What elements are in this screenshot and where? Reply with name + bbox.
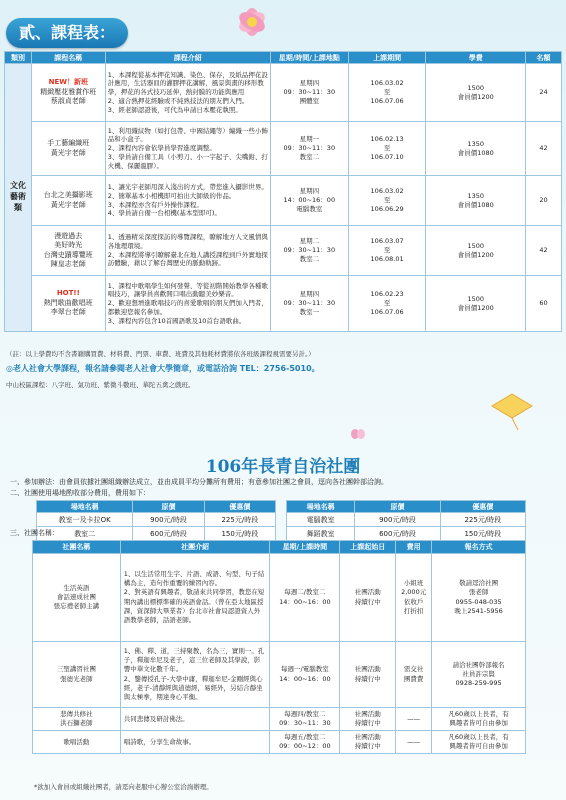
club-start <box>340 642 396 708</box>
text-line: 請洽社團幹部報名 <box>452 660 505 669</box>
text-line: 台灣史蹟導覽班 <box>43 250 93 259</box>
hot-tag: HOT!! <box>56 289 80 298</box>
text-line: 會員價1200 <box>457 92 494 101</box>
text-line: 0955-048-035 <box>455 597 502 606</box>
fee-header-discount: 優惠價 <box>440 501 525 513</box>
text-line: 0928-259-995 <box>455 679 502 688</box>
text-line: 2、歡迎想增進歌唱技巧的喜愛歌唱的朋友們加入門者，都歡迎您報名參加。 <box>107 299 268 316</box>
text-line: 2、簡單基本小相機即可拍出大師級的作品。 <box>107 191 236 200</box>
course-row <box>5 226 562 276</box>
text-line: 每週二/教室二 <box>284 588 326 597</box>
course-schedule <box>270 176 348 226</box>
text-line: 106.06.29 <box>370 204 404 213</box>
section-badge: 貳、課程表： <box>6 18 128 48</box>
club-schedule <box>270 554 340 642</box>
club-table <box>32 540 526 754</box>
new-tag: NEW！新班 <box>48 78 88 87</box>
venue-original-price: 900元/時段 <box>355 513 440 527</box>
course-intro <box>105 122 270 176</box>
course-quota: 42 <box>526 122 562 176</box>
text-line: 09：30~11：30 <box>283 299 336 308</box>
text-line: 至 <box>383 88 391 97</box>
club-row <box>33 642 526 708</box>
club-signup <box>432 642 526 708</box>
course-quota: 24 <box>526 64 562 122</box>
course-name <box>31 276 105 332</box>
text-line: 14：00~16：00 <box>283 196 336 205</box>
club-section-title: 106年長青自治社團 <box>205 457 361 477</box>
text-line: 2、鑒傳授孔子-大學中庸，釋迦牟尼-金剛經與心經，老子-清靜經與道德經，易經外，另結合靜坐與太極拳，期達身心平衡。 <box>123 674 263 701</box>
header-course-intro: 課程介紹 <box>105 52 270 64</box>
course-table <box>4 51 562 332</box>
text-line: 打折扣 <box>403 606 424 615</box>
text-line: 至 <box>383 196 391 205</box>
text-line: 凡60歲以上長者，有 <box>448 710 509 718</box>
course-table-header <box>5 52 562 64</box>
club-header-signup: 報名方式 <box>432 541 526 554</box>
club-start <box>340 708 396 731</box>
text-line: 1、佛、釋、道，三持聚教，名為三，實則一。孔子，釋迦牟尼及老子，這三位老師及其學說，影響中華文化數千年。 <box>123 647 265 674</box>
course-intro <box>105 176 270 226</box>
header-quota: 名額 <box>526 52 562 64</box>
club-header-start: 上課起始日 <box>340 541 396 554</box>
fee-note: （註：以上學費均不含書籍購買費、材料費、門票、車費、班費及其他耗材費將依各班級課程視需要另計。） <box>6 350 315 358</box>
text-line: 三聖講習社團 <box>56 665 96 674</box>
venue-original-price: 600元/時段 <box>133 527 204 541</box>
text-line: 教室二 <box>299 152 320 161</box>
course-intro <box>105 64 270 122</box>
text-line: 社團活動 <box>354 710 381 718</box>
text-line: 3、本課程亦含有戶外操作課程。 <box>107 200 203 209</box>
fee-header-original: 原價 <box>355 501 440 513</box>
club-name <box>33 731 121 754</box>
table-row <box>287 513 526 527</box>
text-line: 09：30~11：30 <box>283 144 336 153</box>
text-line: 歌唱活動 <box>63 737 90 746</box>
header-fee: 學費 <box>426 52 526 64</box>
text-line: 09：30~11：30 <box>283 246 336 255</box>
fee-header-venue: 場地名稱 <box>37 501 133 513</box>
course-period <box>348 64 426 122</box>
text-line: 14：00~16：00 <box>279 674 331 683</box>
register-line: ◎老人社會大學課程，報名請參閱老人社會大學簡章，或電話洽詢 TEL：2756-5010。 <box>6 364 320 373</box>
text-line: 會話速成社團 <box>56 592 96 601</box>
venue-name: 電腦教室 <box>287 513 355 527</box>
text-line: 陳皇志老師 <box>50 259 86 268</box>
text-line: 14：00~16：00 <box>279 597 331 606</box>
header-course-name: 課程名稱 <box>31 52 105 64</box>
venue-fee-intro: 二、社團使用場地酌收部分費用，費用如下： <box>10 489 150 497</box>
venue-fee-table-left <box>36 500 276 541</box>
footer-note: *欲加入會員或組織社團者，請逕向老服中心辦公室洽詢辦理。 <box>34 783 213 791</box>
course-quota: 20 <box>526 176 562 226</box>
text-line: 2,000元 <box>401 588 427 597</box>
text-line: 106.02.13 <box>370 135 404 144</box>
text-line: 09：30~11：30 <box>283 88 336 97</box>
club-name <box>33 708 121 731</box>
club-fee <box>396 708 432 731</box>
venue-original-price: 600元/時段 <box>355 527 440 541</box>
header-category: 類別 <box>5 52 32 64</box>
venue-discount-price: 225元/時段 <box>440 513 525 527</box>
text-line: 106.07.06 <box>370 96 404 105</box>
text-line: 106.03.02 <box>370 79 404 88</box>
text-line: 星期二 <box>299 237 320 246</box>
venue-name: 教室一及卡拉OK <box>37 513 133 527</box>
venue-original-price: 900元/時段 <box>133 513 204 527</box>
text-line: 小組班 <box>403 579 424 588</box>
course-name <box>31 226 105 276</box>
text-line: 3、經老師認證後，可代為申請日本壓花執照。 <box>107 105 242 114</box>
course-fee <box>426 64 526 122</box>
club-header-fee: 費用 <box>396 541 432 554</box>
text-line: 興趣者皆可自由參加 <box>449 742 508 751</box>
text-line: 張老師 <box>468 588 489 597</box>
text-line: 會員價1200 <box>457 250 494 259</box>
text-line: 悲傳共修社 <box>60 710 93 718</box>
text-line: 台北之美攝影班 <box>43 191 93 200</box>
text-line: 星期四 <box>299 187 320 196</box>
venue-discount-price: 225元/時段 <box>204 513 275 527</box>
course-schedule <box>270 276 348 332</box>
text-line: 1500 <box>467 241 485 250</box>
club-fee <box>396 642 432 708</box>
course-fee <box>426 276 526 332</box>
club-intro <box>120 708 270 731</box>
text-line: 依收戶 <box>403 597 424 606</box>
text-line: 4、學員請自備一台相機(基本型即可)。 <box>107 209 221 218</box>
venue-name: 教室二 <box>37 527 133 541</box>
club-header-name: 社團名稱 <box>33 541 121 554</box>
text-line: 2、本課程將導引瞭解臺北在地人講授課程到戶外實地探訪體驗，藉以了解台灣歷史的脈動軌跡。 <box>107 250 268 268</box>
text-line: 106.07.06 <box>370 307 404 316</box>
text-line: 106.02.23 <box>370 290 404 299</box>
club-name <box>33 554 121 642</box>
course-intro <box>105 226 270 276</box>
text-line: 張德光老師 <box>60 674 93 683</box>
course-name <box>31 176 105 226</box>
header-period: 上課期間 <box>348 52 426 64</box>
text-line: 2、對英語有興趣者，敬請來共同學習，教您在短期內講出標標準確的英語會話。（曾在亞太地區授課，資深師大畢業者）台北市社會局認證資人外語教學老師，話語老師。 <box>123 588 265 624</box>
text-line: 2、課程內容會依學員學習進度調整。 <box>107 144 216 153</box>
course-schedule <box>270 64 348 122</box>
butterfly-icon <box>350 428 366 440</box>
text-line: 共同悲傳及研討佛法。 <box>123 714 189 723</box>
text-line: 持續行中 <box>354 597 381 606</box>
course-row <box>5 276 562 332</box>
club-signup <box>432 554 526 642</box>
text-line: 持續行中 <box>354 719 381 728</box>
course-schedule <box>270 122 348 176</box>
text-line: 至 <box>383 299 391 308</box>
text-line: 需交社 <box>403 665 424 674</box>
table-row <box>37 527 276 541</box>
club-start <box>340 731 396 754</box>
text-line: 1500 <box>467 83 485 92</box>
course-quota: 60 <box>526 276 562 332</box>
text-line: 每週一/電腦教室 <box>281 665 329 674</box>
text-line: 星期一 <box>299 135 320 144</box>
course-fee <box>426 176 526 226</box>
course-intro <box>105 276 270 332</box>
text-line: 黃光宇老師 <box>50 200 86 209</box>
course-name <box>31 122 105 176</box>
club-fee <box>396 554 432 642</box>
text-line: 會員價1080 <box>457 148 494 157</box>
text-line: 09：30~11：30 <box>279 719 331 728</box>
text-line: 1350 <box>467 139 485 148</box>
text-line: 1350 <box>467 191 485 200</box>
table-row <box>37 513 276 527</box>
club-list-title: 三、社團名稱： <box>10 529 59 537</box>
text-line: 生活英語 <box>63 583 90 592</box>
course-fee <box>426 226 526 276</box>
club-row <box>33 708 526 731</box>
text-line: 蔡淑貞老師 <box>50 97 86 106</box>
course-row <box>5 64 562 122</box>
text-line: 教室二 <box>299 254 320 263</box>
text-line: 會員價1080 <box>457 200 494 209</box>
text-line: 2、適合熱押花經驗或不純熟技法的朋友們入門。 <box>107 96 249 105</box>
participation-rule: 一、參加辦法：由會員依據社團組織辦法成立，並由成員平均分攤所有費用；有意參加社團之會員，逕向各社團幹部洽詢。 <box>10 478 388 486</box>
venue-fee-table-right <box>286 500 526 541</box>
category-cell: 文化藝術類 <box>5 64 32 332</box>
text-line: 3、學員請自備工具（小剪刀、小一字起子、尖嘴鉗、打火機、保麗龍膠）。 <box>107 152 268 170</box>
text-line: 張忘禮老師主講 <box>53 602 100 611</box>
text-line: 星期四 <box>299 79 320 88</box>
course-name <box>31 64 105 122</box>
course-quota: 42 <box>526 226 562 276</box>
club-fee <box>396 731 432 754</box>
text-line: 持續行中 <box>354 674 381 683</box>
text-line: 1、透過精采深度探訪的導覽課程，瞭解地方人文風情與各地理環境。 <box>107 232 268 250</box>
text-line: 106.07.10 <box>370 152 404 161</box>
course-period <box>348 226 426 276</box>
text-line: 漫遊過去 <box>54 231 83 240</box>
text-line: 社員許宗賢 <box>462 669 495 678</box>
text-line: 精緻壓花雅賞作班 <box>40 87 97 96</box>
text-line: 社團活動 <box>354 733 381 742</box>
club-signup <box>432 731 526 754</box>
text-line: 每週四/教室二 <box>284 710 326 718</box>
fee-header-discount: 優惠價 <box>204 501 275 513</box>
text-line: 敬請逕洽社團 <box>459 579 499 588</box>
text-line: 1、利用織紋物（如打包帶、中國結繩等）編織一些小飾品和小盒子。 <box>107 126 268 144</box>
course-period <box>348 276 426 332</box>
text-line: 106.08.01 <box>370 254 404 263</box>
text-line: 持續行中 <box>354 742 381 751</box>
text-line: 106.03.07 <box>370 237 404 246</box>
course-period <box>348 176 426 226</box>
table-row <box>287 527 526 541</box>
course-schedule <box>270 226 348 276</box>
club-header-schedule: 星期/上課時間 <box>270 541 340 554</box>
text-line: 1、本課程從基本押花知識、染色、保存，及紙品押花設計應用，生活器皿的灌膠押花講解，風景與畫的移形教學，押花的各式技巧延伸，熱封膜的功能與應用 <box>107 70 268 97</box>
text-line: 106.03.02 <box>370 187 404 196</box>
club-signup <box>432 708 526 731</box>
text-line: 黃光宇老師 <box>50 148 86 157</box>
venue-discount-price: 150元/時段 <box>440 527 525 541</box>
text-line: 1、以生活常用生字、片語、成語、句型、句子結構為主，造句作重覆的練習內容。 <box>123 570 265 588</box>
text-line: 唱詩歌，分享生命故事。 <box>123 737 196 746</box>
text-line: 每週五/教室二 <box>284 733 326 742</box>
text-line: 1500 <box>467 294 485 303</box>
text-line: 星期四 <box>299 290 320 299</box>
club-header-intro: 社團介紹 <box>120 541 270 554</box>
club-intro <box>120 731 270 754</box>
text-line: 團體室 <box>299 96 320 105</box>
text-line: —— <box>407 714 421 723</box>
club-start <box>340 554 396 642</box>
text-line: 美好時光 <box>54 241 83 250</box>
kite-decoration-icon <box>482 392 542 432</box>
text-line: —— <box>407 737 421 746</box>
header-schedule: 星期/時間/上課地點 <box>270 52 348 64</box>
text-line: 1、讓光宇老師用深入淺出的方式，帶您進入攝影世界。 <box>107 182 268 191</box>
club-row <box>33 731 526 754</box>
text-line: 09：00~12：00 <box>279 742 331 751</box>
text-line: 晚上2541-5956 <box>454 606 503 615</box>
text-line: 凡60歲以上長者，有 <box>448 733 509 742</box>
text-line: 至 <box>383 144 391 153</box>
fee-header-venue: 場地名稱 <box>287 501 355 513</box>
course-row <box>5 122 562 176</box>
text-line: 團費費 <box>403 674 424 683</box>
text-line: 熱門歌曲歡唱班 <box>43 298 93 307</box>
text-line: 3、課程內容包含10首國語歌及10首台語歌曲。 <box>107 316 246 325</box>
venue-name: 舞蹈教室 <box>287 527 355 541</box>
text-line: 李翠台老師 <box>50 308 86 317</box>
text-line: 教室一 <box>299 307 320 316</box>
text-line: 洪石獅老師 <box>60 719 93 728</box>
club-intro <box>120 554 270 642</box>
text-line: 1、課程中歌唱學生如何發聲、等從初階開始教學各種歌唱技巧，讓學員喜歡開口唱出動聽美妙樂音。 <box>107 281 268 299</box>
text-line: 社團活動 <box>354 588 381 597</box>
club-intro <box>120 642 270 708</box>
course-row <box>5 176 562 226</box>
zhongshan-courses: 中山校區課程：八字班、氣功班、紫微斗數班、華陀五禽之戲班。 <box>6 381 195 389</box>
club-schedule <box>270 642 340 708</box>
flower-decoration-icon <box>222 0 282 50</box>
club-name <box>33 642 121 708</box>
text-line: 會員價1200 <box>457 303 494 312</box>
club-schedule <box>270 708 340 731</box>
fee-header-original: 原價 <box>133 501 204 513</box>
text-line: 至 <box>383 246 391 255</box>
course-period <box>348 122 426 176</box>
text-line: 手工藝編織班 <box>47 139 90 148</box>
text-line: 社團活動 <box>354 665 381 674</box>
club-row <box>33 554 526 642</box>
course-fee <box>426 122 526 176</box>
text-line: 電腦教室 <box>296 204 323 213</box>
club-schedule <box>270 731 340 754</box>
text-line: 興趣者皆可自由參加 <box>449 719 508 728</box>
venue-discount-price: 150元/時段 <box>204 527 275 541</box>
